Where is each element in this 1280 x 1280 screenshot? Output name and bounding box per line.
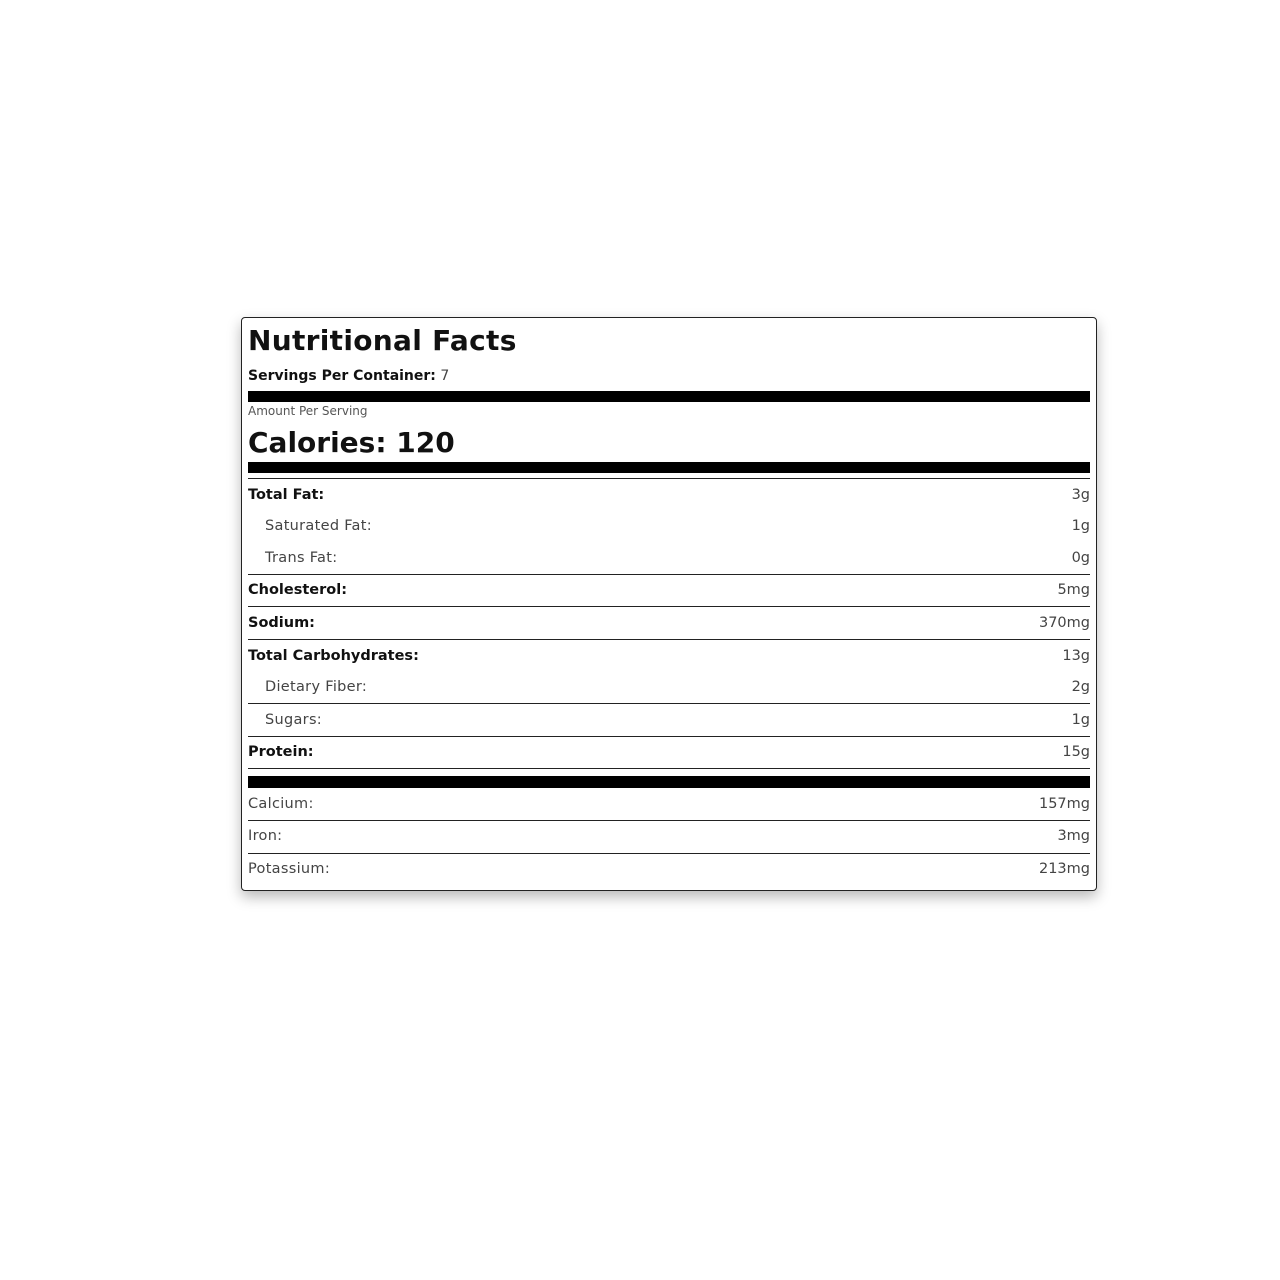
mineral-value: 213mg [1038,861,1090,877]
mineral-name: Calcium: [248,796,314,812]
nutrient-row-total-fat [248,484,1090,506]
nutrient-row-sugars [248,709,1090,731]
mineral-row-iron [248,825,1090,847]
nutrient-row-dietary-fiber [248,676,1090,698]
nutrient-value: 15g [1062,744,1090,760]
nutrient-value: 13g [1062,648,1090,664]
thick-divider-calories [248,462,1090,473]
nutrient-value: 0g [1071,550,1090,566]
mineral-row-calcium [248,793,1090,815]
thick-divider-top [248,391,1090,402]
mineral-row-potassium [248,858,1090,880]
divider [248,768,1090,769]
label-title: Nutritional Facts [248,324,517,357]
servings-per-container [248,368,449,384]
nutrient-name: Sodium: [248,615,315,631]
divider [248,574,1090,575]
nutrient-row-protein [248,741,1090,763]
divider [248,478,1090,479]
divider [248,853,1090,854]
servings-label: Servings Per Container: [248,368,436,384]
mineral-name: Iron: [248,828,283,844]
nutrient-value: 370mg [1038,615,1090,631]
divider [248,736,1090,737]
nutrient-row-total-carbohydrates [248,645,1090,667]
nutrient-name: Dietary Fiber: [265,679,368,695]
mineral-value: 157mg [1038,796,1090,812]
nutrient-row-trans-fat [248,547,1090,569]
nutrient-value: 1g [1071,518,1090,534]
nutrient-value: 3g [1071,487,1090,503]
thick-divider-minerals [248,776,1090,788]
divider [248,820,1090,821]
divider [248,703,1090,704]
nutrient-name: Total Carbohydrates: [248,648,419,664]
amount-per-serving: Amount Per Serving [248,404,368,418]
nutrient-name: Protein: [248,744,314,760]
nutrient-name: Saturated Fat: [265,518,372,534]
servings-value: 7 [440,368,450,384]
divider [248,639,1090,640]
nutrient-name: Cholesterol: [248,582,348,598]
nutrient-row-cholesterol [248,579,1090,601]
nutrient-value: 1g [1071,712,1090,728]
mineral-name: Potassium: [248,861,331,877]
divider [248,606,1090,607]
nutrient-row-saturated-fat [248,515,1090,537]
nutrient-value: 2g [1071,679,1090,695]
calories: Calories: 120 [248,426,455,459]
nutrient-name: Trans Fat: [265,550,338,566]
nutrient-row-sodium [248,612,1090,634]
mineral-value: 3mg [1057,828,1090,844]
nutrient-value: 5mg [1057,582,1090,598]
nutrition-label [241,317,1097,891]
nutrient-name: Sugars: [265,712,322,728]
nutrient-name: Total Fat: [248,487,325,503]
